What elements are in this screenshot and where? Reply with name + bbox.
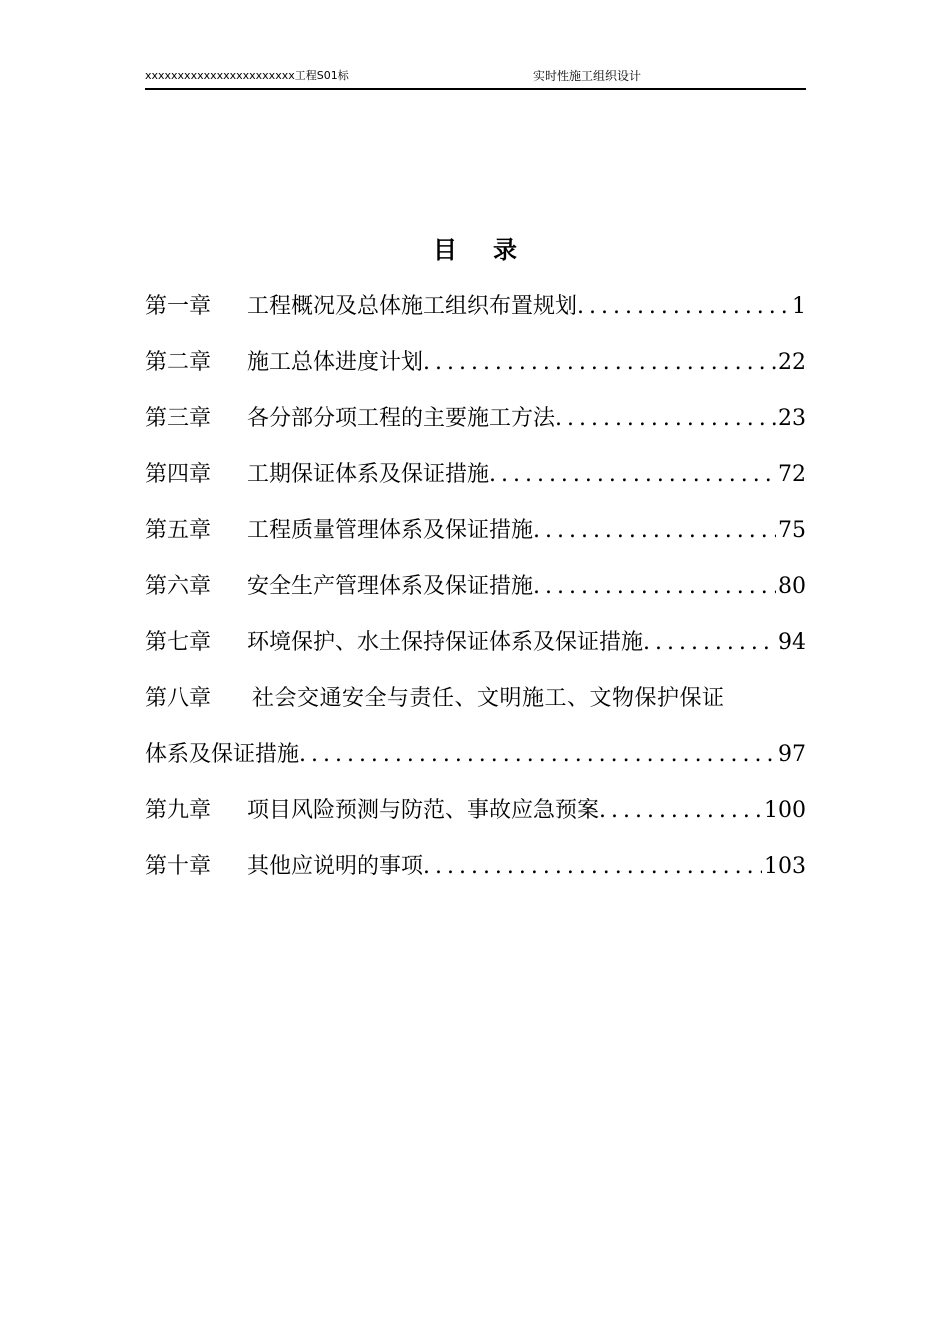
toc-page-number: 100: [764, 798, 806, 823]
toc-page-number: 1: [792, 294, 806, 319]
toc-entry-2[interactable]: [145, 344, 806, 400]
toc-entry-6[interactable]: [145, 568, 806, 624]
toc-entry-5[interactable]: [145, 512, 806, 568]
toc-leader-dots: [423, 344, 776, 382]
toc-page-number: 94: [778, 630, 806, 655]
toc-leader-dots: [423, 848, 762, 886]
toc-chapter-title: 工程质量管理体系及保证措施: [247, 518, 534, 543]
toc-chapter-title-continued: 体系及保证措施: [145, 742, 300, 767]
toc-page-number: 72: [778, 462, 806, 487]
toc-chapter-title: 项目风险预测与防范、事故应急预案: [247, 798, 600, 823]
toc-chapter-number: 第五章: [145, 518, 212, 543]
toc-chapter-number: 第一章: [145, 294, 212, 319]
toc-page-number: 22: [778, 350, 806, 375]
toc-leader-dots: [643, 624, 776, 662]
toc-page-number: 97: [778, 742, 806, 767]
toc-chapter-number: 第八章: [145, 686, 212, 711]
toc-leader-dots: [555, 400, 776, 438]
toc-chapter-number: 第四章: [145, 462, 212, 487]
toc-chapter-number: 第二章: [145, 350, 212, 375]
toc-entry-9[interactable]: [145, 792, 806, 848]
toc-chapter-number: 第十章: [145, 854, 212, 879]
toc-entry-7[interactable]: [145, 624, 806, 680]
toc-leader-dots: [577, 288, 790, 326]
toc-chapter-title: 各分部分项工程的主要施工方法: [247, 406, 556, 431]
toc-chapter-number: 第三章: [145, 406, 212, 431]
toc-entry-3[interactable]: [145, 400, 806, 456]
toc-entry-8-continued[interactable]: [145, 736, 806, 792]
header-document-title: 实时性施工组织设计: [533, 69, 642, 83]
header-project-name: xxxxxxxxxxxxxxxxxxxxxxx工程S01标: [145, 69, 349, 82]
toc-chapter-title: 社会交通安全与责任、文明施工、文物保护保证: [252, 686, 725, 711]
toc-entry-10[interactable]: [145, 848, 806, 904]
page-header: [145, 66, 806, 90]
toc-leader-dots: [533, 568, 776, 606]
toc-leader-dots: [489, 456, 776, 494]
toc-entry-1[interactable]: [145, 288, 806, 344]
toc-entry-4[interactable]: [145, 456, 806, 512]
toc-chapter-title: 安全生产管理体系及保证措施: [247, 574, 534, 599]
toc-chapter-title: 环境保护、水土保持保证体系及保证措施: [247, 630, 644, 655]
toc-chapter-title: 工程概况及总体施工组织布置规划: [247, 294, 578, 319]
toc-entry-8[interactable]: [145, 680, 806, 736]
table-of-contents: [145, 288, 806, 904]
toc-page-number: 103: [764, 854, 806, 879]
toc-page-number: 75: [778, 518, 806, 543]
toc-chapter-number: 第七章: [145, 630, 212, 655]
toc-chapter-title: 施工总体进度计划: [247, 350, 424, 375]
toc-page-number: 23: [778, 406, 806, 431]
toc-leader-dots: [599, 792, 762, 830]
toc-leader-dots: [299, 736, 776, 774]
toc-title: 目录: [433, 235, 553, 264]
toc-chapter-number: 第九章: [145, 798, 212, 823]
toc-chapter-number: 第六章: [145, 574, 212, 599]
toc-chapter-title: 工期保证体系及保证措施: [247, 462, 490, 487]
toc-page-number: 80: [778, 574, 806, 599]
toc-chapter-title: 其他应说明的事项: [247, 854, 424, 879]
toc-leader-dots: [533, 512, 776, 550]
